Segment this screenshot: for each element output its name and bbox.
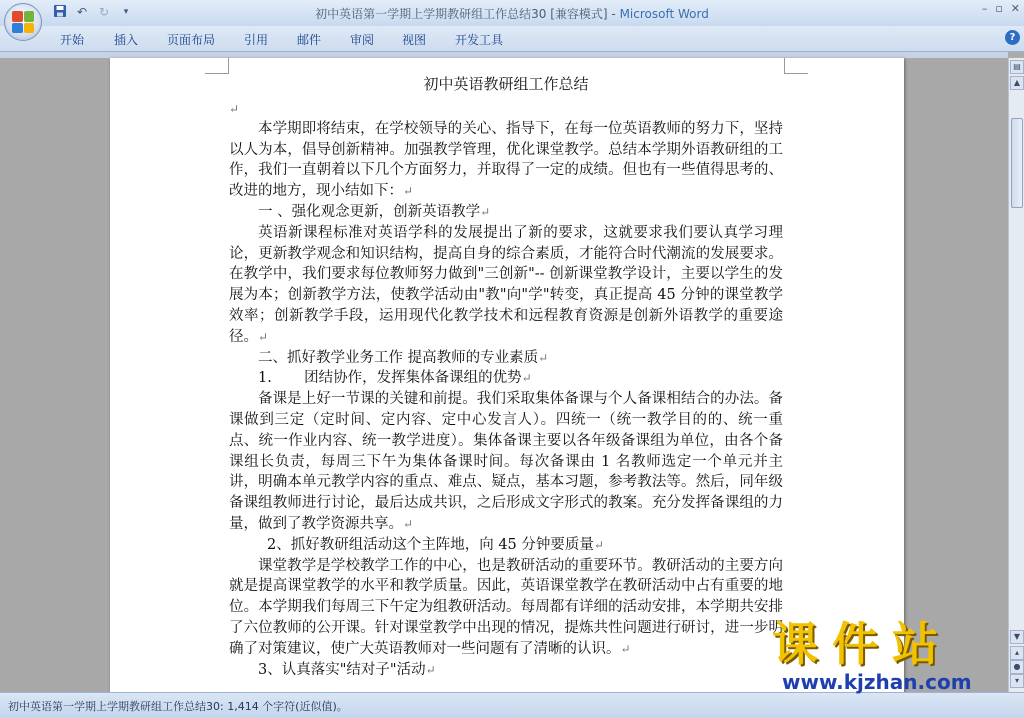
tab-mailings[interactable]: 邮件 [297, 33, 322, 47]
section-heading: 一 、强化观念更新，创新英语教学 [258, 203, 481, 220]
watermark-url: www.kjzhan.com [782, 670, 972, 694]
tab-page-layout[interactable]: 页面布局 [167, 33, 216, 47]
subsection-heading: 2、抓好教研组活动这个主阵地，向 45 分钟要质量 [267, 536, 594, 553]
undo-icon[interactable]: ↶ [76, 5, 88, 19]
paragraph-mark: ↵ [480, 204, 491, 219]
tab-insert[interactable]: 插入 [114, 33, 139, 47]
close-icon[interactable]: ✕ [1010, 2, 1020, 15]
office-button[interactable] [4, 3, 42, 41]
office-logo-icon [12, 11, 34, 33]
window-controls [982, 2, 1020, 15]
paragraph-mark: ↵ [521, 371, 532, 386]
scroll-down-icon[interactable]: ▼ [1010, 630, 1024, 644]
document-body[interactable] [229, 74, 783, 680]
section-heading: 二、抓好教学业务工作 提高教师的专业素质 [258, 349, 539, 366]
paragraph: 本学期即将结束，在学校领导的关心、指导下，在每一位英语教师的努力下，坚持以人为本，倡导创新精神。加强教学管理，优化课堂教学。总结本学期外语教研组的工作，我们一直朝着以下几个方面努力，并取得了一定的成绩。但也有一些值得思考的、改进的地方，现小结如下： [229, 120, 783, 200]
window-title [0, 5, 1024, 22]
previous-page-icon[interactable]: ▴ [1010, 646, 1024, 660]
tab-developer[interactable]: 开发工具 [455, 33, 504, 47]
paragraph-mark: ↵ [258, 329, 269, 344]
app-name: Microsoft Word [619, 7, 709, 21]
tab-references[interactable]: 引用 [244, 33, 269, 47]
redo-icon[interactable]: ↻ [98, 5, 110, 19]
tab-home[interactable]: 开始 [60, 33, 85, 47]
customize-qat-icon[interactable]: ▾ [123, 7, 129, 17]
scroll-up-icon[interactable]: ▲ [1010, 76, 1024, 90]
subsection-heading: 1. 团结协作，发挥集体备课组的优势 [258, 370, 522, 387]
word-count-status[interactable]: 初中英语第一学期上学期教研组工作总结30: 1,414 个字符(近似值)。 [8, 700, 348, 713]
paragraph: 课堂教学是学校教学工作的中心，也是教研活动的重要环节。教研活动的主要方向就是提高课堂教学的水平和教学质量。因此，英语课堂教学在教研活动中占有重要的地位。本学期我们每周三下午定为组教研活动。每周都有详细的活动安排，本学期共安排了六位教师的公开课。针对课堂教学中出现的情况，提炼共性问题进行研讨，进一步明确了对策建议，使广大英语教师对一些问题有了清晰的认识。 [229, 557, 783, 657]
document-page[interactable] [110, 58, 904, 692]
paragraph-mark: ↵ [403, 516, 414, 531]
help-icon[interactable]: ? [1005, 30, 1020, 45]
next-page-icon[interactable]: ▾ [1010, 674, 1024, 688]
title-bar [0, 0, 1024, 26]
vertical-scrollbar[interactable] [1008, 58, 1024, 692]
paragraph-mark: ↵ [403, 184, 414, 199]
paragraph: 备课是上好一节课的关键和前提。我们采取集体备课与个人备课相结合的办法。备课做到三定（定时间、定内容、定中心发言人）。四统一（统一教学目的的、统一重点、统一作业内容、统一教学进度）。集体备课主要以各年级备课组为单位，由各个备课组长负责，每周三下午为集体备课时间。每次备课由 1 名教师选定一个单元并主讲，明确本单元教学内容的重点、难点、疑点，基本习题，参考教法等。然后，同年级备课组教师进行讨论，最后达成共识，之后形成文字形式的教案。充分发挥备课组的力量，做到了教学资源共享。 [229, 391, 783, 532]
watermark-title: 课件站 [772, 617, 952, 671]
paragraph: 英语新课程标准对英语学科的发展提出了新的要求，这就要求我们要认真学习理论，更新教学观念和知识结构，提高自身的综合素质，才能符合时代潮流的发展要求。在教学中，我们要求每位教师努力做到"三创新"-- 创新课堂教学设计，主要以学生的发展为本；创新教学方法，使教学活动由"教"向"学"转变，真正提高 45 分钟的课堂教学效率；创新教学手段，运用现代化教学技术和远程教育资源是创新外语教学的重要途径。 [229, 224, 783, 345]
crop-mark-right [784, 58, 808, 74]
minimize-icon[interactable]: – [981, 2, 988, 15]
ruler-toggle-icon[interactable]: ▤ [1010, 60, 1024, 74]
paragraph-mark: ↵ [538, 350, 549, 365]
subsection-heading: 3、认真落实"结对子"活动 [258, 661, 426, 678]
tab-review[interactable]: 审阅 [350, 33, 375, 47]
paragraph-mark: ↵ [229, 101, 240, 116]
document-heading: 初中英语教研组工作总结 [423, 75, 589, 93]
paragraph-mark: ↵ [593, 537, 604, 552]
paragraph-mark: ↵ [620, 641, 631, 656]
select-browse-object-icon[interactable]: ● [1010, 660, 1024, 674]
paragraph-mark: ↵ [425, 662, 436, 677]
ribbon-tabs [0, 26, 1024, 52]
document-workspace [0, 58, 1008, 692]
tab-view[interactable]: 视图 [402, 33, 427, 47]
restore-icon[interactable]: ▫ [995, 2, 1003, 15]
watermark-logo [772, 618, 1024, 698]
scroll-thumb[interactable] [1011, 118, 1023, 208]
document-title: 初中英语第一学期上学期教研组工作总结30 [兼容模式] - [315, 7, 620, 21]
crop-mark-left [205, 58, 229, 74]
